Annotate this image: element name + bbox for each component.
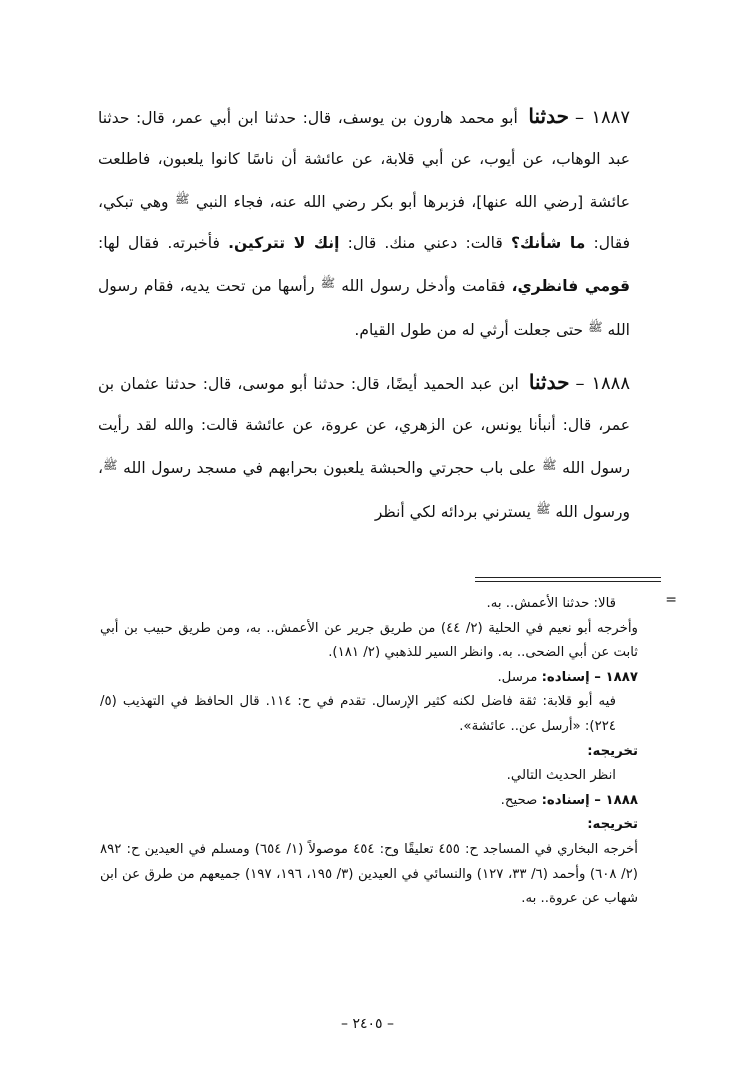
hadith-keyword: حدثنا [528,104,569,128]
hadith-text: قالت: دعني منك. قال: [347,233,503,252]
hadith-1887 [98,96,630,350]
hadith-quote: إنك لا تتركين. [228,233,340,252]
hadith-text: أبو محمد هارون بن يوسف، قال: حدثنا ابن أبي عمر، قال: حدثنا عبد الوهاب، عن أيوب، عن أبي قلابة، عن عائشة أن ناسًا كانوا يلعبون، فاطلعت عائشة [رضي الله عنها]، فزبرها أبو بكر رضي الله عنه، فجاء النبي [98,109,630,211]
hadith-text: رأسها من تحت يديه، فقام رسول الله [98,277,630,339]
footnote-heading: ١٨٨٧ – إسناده: [541,669,638,685]
footnote-isnad-1888 [100,789,638,814]
footnote-heading: تخريجه: [587,817,638,833]
hadith-text: فقامت وأدخل رسول الله [341,277,506,295]
hadith-text: وهي تبكي، فقال: [98,193,630,252]
footnote-text: صحيح. [500,792,538,808]
footnote-line: أخرجه البخاري في المساجد ح: ٤٥٥ تعليقًا وح: ٤٥٤ موصولاً (١/ ٦٥٤) ومسلم في العيدين ح: ٨٩٢ (٢/ ٦٠٨) وأحمد (٦/ ٣٣، ١٢٧) والنسائي في العيدين (٣/ ١٩٥، ١٩٦، ١٩٧) جميعهم من طرق عن ابن شهاب عن عروة.. به. [100,841,638,907]
salutation-glyph: ﷺ [174,192,190,206]
footnote-line: قالا: حدثنا الأعمش.. به. [486,596,616,611]
hadith-text: ابن عبد الحميد أيضًا، قال: حدثنا أبو موسى، قال: حدثنا عثمان بن عمر، قال: أنبأنا يونس، عن الزهري، عن عروة، عن عائشة قالت: والله لقد رأيت رسول الله [98,375,631,477]
salutation-glyph: ﷺ [542,458,557,472]
hadith-quote: ما شأنك؟ [510,233,586,252]
footnote-text: مرسل. [497,669,538,685]
hadith-1888 [98,362,630,532]
footnote-heading: ١٨٨٨ – إسناده: [541,792,638,808]
footnotes [100,592,638,912]
hadith-text: حتى جعلت أرثي له من طول القيام. [354,320,584,339]
hadith-number: ١٨٨٧ – [574,107,630,128]
hadith-text: ، ورسول الله [98,459,630,521]
footnote-heading-line [100,740,638,765]
hadith-text: يسترني بردائه لكي أنظر [374,502,531,521]
hadith-number: ١٨٨٨ – [575,373,630,394]
hadith-text: على باب حجرتي والحبشة يلعبون بحرابهم في مسجد رسول الله [123,459,537,477]
hadith-quote: قومي فانظري، [511,277,630,295]
footnote-line: انظر الحديث التالي. [506,768,616,784]
salutation-glyph: ﷺ [320,276,336,290]
footnote-heading: تخريجه: [587,743,638,759]
footnote-line: فيه أبو قلابة: ثقة فاضل لكنه كثير الإرسال. تقدم في ح: ١١٤. قال الحافظ في التهذيب (٥/ ٢٢٤): «أرسل عن.. عائشة». [100,694,616,734]
footnote-separator [475,577,661,582]
page-number: – ٢٤٠٥ – [341,1016,394,1032]
hadith-keyword: حدثنا [528,370,570,394]
salutation-glyph: ﷺ [103,458,118,472]
footnote-heading-line [100,813,638,838]
footnote-continuation-marker: = [665,592,677,608]
footnote-line: وأخرجه أبو نعيم في الحلية (٢/ ٤٤) من طريق جرير عن الأعمش.. به، ومن طريق حبيب بن أبي ثابت عن أبي الضحى.. به. وانظر السير للذهبي (٢/ ١٨١). [100,620,638,661]
footnote-isnad-1887 [100,666,638,691]
hadith-text: فأخبرته. فقال لها: [98,233,220,252]
main-text [98,96,630,532]
salutation-glyph: ﷺ [588,319,603,334]
salutation-glyph: ﷺ [535,501,551,516]
